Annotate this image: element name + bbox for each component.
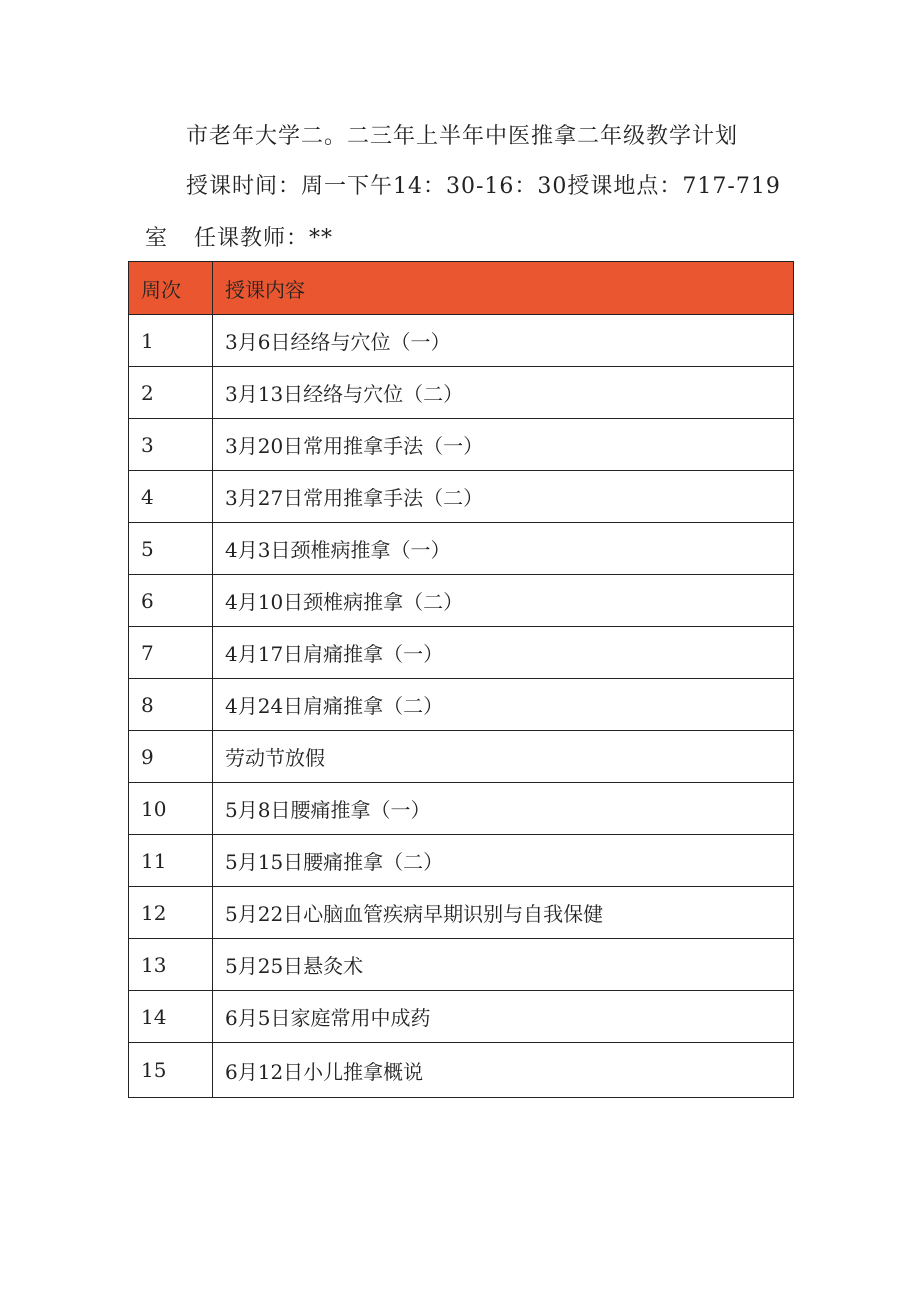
table-row <box>129 939 794 991</box>
table-header-row <box>129 262 794 315</box>
table-row <box>129 783 794 835</box>
content-cell: 4月24日肩痛推拿（二） <box>213 679 794 731</box>
week-cell: 6 <box>129 575 213 627</box>
week-cell: 11 <box>129 835 213 887</box>
document-title: 市老年大学二。二三年上半年中医推拿二年级教学计划 <box>186 124 739 149</box>
content-cell: 4月17日肩痛推拿（一） <box>213 627 794 679</box>
schedule-info-line: 授课时间：周一下午14：30-16：30授课地点：717-719 <box>186 174 781 199</box>
table-row <box>129 679 794 731</box>
teacher-label: 任课教师：** <box>194 226 334 251</box>
table-row <box>129 367 794 419</box>
content-cell: 6月12日小儿推拿概说 <box>213 1043 794 1098</box>
table-row <box>129 627 794 679</box>
column-header-content: 授课内容 <box>213 262 794 315</box>
content-cell: 6月5日家庭常用中成药 <box>213 991 794 1043</box>
room-suffix: 室 <box>145 226 169 251</box>
week-cell: 15 <box>129 1043 213 1098</box>
content-cell: 5月8日腰痛推拿（一） <box>213 783 794 835</box>
content-cell: 5月15日腰痛推拿（二） <box>213 835 794 887</box>
column-header-week: 周次 <box>129 262 213 315</box>
week-cell: 7 <box>129 627 213 679</box>
week-cell: 14 <box>129 991 213 1043</box>
table-row <box>129 523 794 575</box>
table-row <box>129 835 794 887</box>
content-cell: 4月3日颈椎病推拿（一） <box>213 523 794 575</box>
week-cell: 2 <box>129 367 213 419</box>
content-cell: 5月22日心脑血管疾病早期识别与自我保健 <box>213 887 794 939</box>
content-cell: 4月10日颈椎病推拿（二） <box>213 575 794 627</box>
content-cell: 3月20日常用推拿手法（一） <box>213 419 794 471</box>
table-row <box>129 731 794 783</box>
week-cell: 8 <box>129 679 213 731</box>
content-cell: 5月25日悬灸术 <box>213 939 794 991</box>
table-row <box>129 991 794 1043</box>
week-cell: 5 <box>129 523 213 575</box>
teaching-plan-table <box>128 261 794 1098</box>
content-cell: 3月6日经络与穴位（一） <box>213 315 794 367</box>
week-cell: 10 <box>129 783 213 835</box>
table-row <box>129 315 794 367</box>
week-cell: 3 <box>129 419 213 471</box>
week-cell: 1 <box>129 315 213 367</box>
table-row <box>129 575 794 627</box>
table-row <box>129 419 794 471</box>
week-cell: 4 <box>129 471 213 523</box>
week-cell: 13 <box>129 939 213 991</box>
table-row <box>129 1043 794 1098</box>
table-body <box>129 315 794 1098</box>
content-cell: 劳动节放假 <box>213 731 794 783</box>
table-row <box>129 887 794 939</box>
content-cell: 3月13日经络与穴位（二） <box>213 367 794 419</box>
table-row <box>129 471 794 523</box>
week-cell: 9 <box>129 731 213 783</box>
content-cell: 3月27日常用推拿手法（二） <box>213 471 794 523</box>
teacher-info-line <box>145 224 333 254</box>
week-cell: 12 <box>129 887 213 939</box>
